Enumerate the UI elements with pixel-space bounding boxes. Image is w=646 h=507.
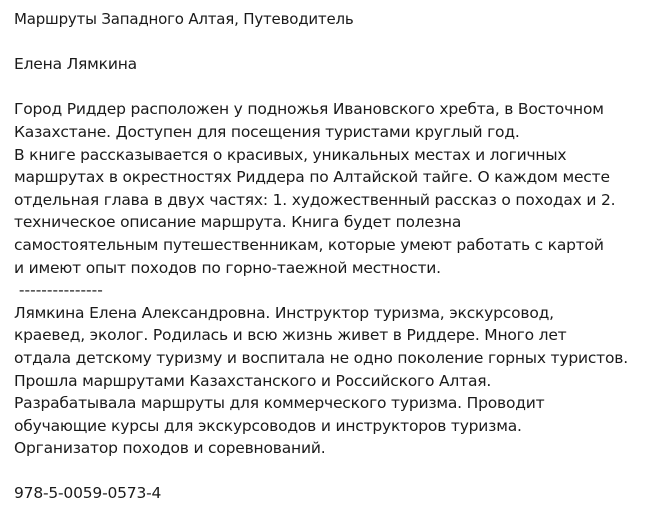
description-line: самостоятельным путешественникам, которые умеют работать с картой: [14, 235, 604, 254]
spacer: [14, 31, 642, 54]
section-separator: ---------------: [14, 281, 103, 300]
description-line: отдельная глава в двух частях: 1. художественный рассказ о походах и 2.: [14, 190, 616, 209]
author-name: Елена Лямкина: [14, 55, 137, 74]
description-line: маршрутах в окрестностях Риддера по Алтайской тайге. О каждом месте: [14, 168, 610, 187]
description-line: Казахстане. Доступен для посещения туристами круглый год.: [14, 122, 520, 141]
document-page: [14, 8, 642, 505]
bio-line: Прошла маршрутами Казахстанского и Российского Алтая.: [14, 371, 492, 390]
description-line: техническое описание маршрута. Книга будет полезна: [14, 213, 462, 232]
bio-line: краевед, эколог. Родилась и всю жизнь живет в Риддере. Много лет: [14, 326, 567, 345]
bio-line: Разрабатывала маршруты для коммерческого туризма. Проводит: [14, 394, 545, 413]
bio-line: отдала детскому туризму и воспитала не одно поколение горных туристов.: [14, 348, 628, 367]
description-line: В книге рассказывается о красивых, уникальных местах и логичных: [14, 145, 567, 164]
description-line: Город Риддер расположен у подножья Ивановского хребта, в Восточном: [14, 100, 604, 119]
description-line: и имеют опыт походов по горно-таежной местности.: [14, 258, 441, 277]
isbn-number: 978-5-0059-0573-4: [14, 484, 162, 503]
bio-line: Лямкина Елена Александровна. Инструктор туризма, экскурсовод,: [14, 303, 554, 322]
bio-line: Организатор походов и соревнований.: [14, 439, 326, 458]
spacer: [14, 76, 642, 99]
description-block: [14, 98, 642, 279]
spacer: [14, 460, 642, 483]
bio-line: обучающие курсы для экскурсоводов и инструкторов туризма.: [14, 416, 522, 435]
document-title: Маршруты Западного Алтая, Путеводитель: [14, 10, 354, 28]
author-bio-block: [14, 302, 642, 460]
